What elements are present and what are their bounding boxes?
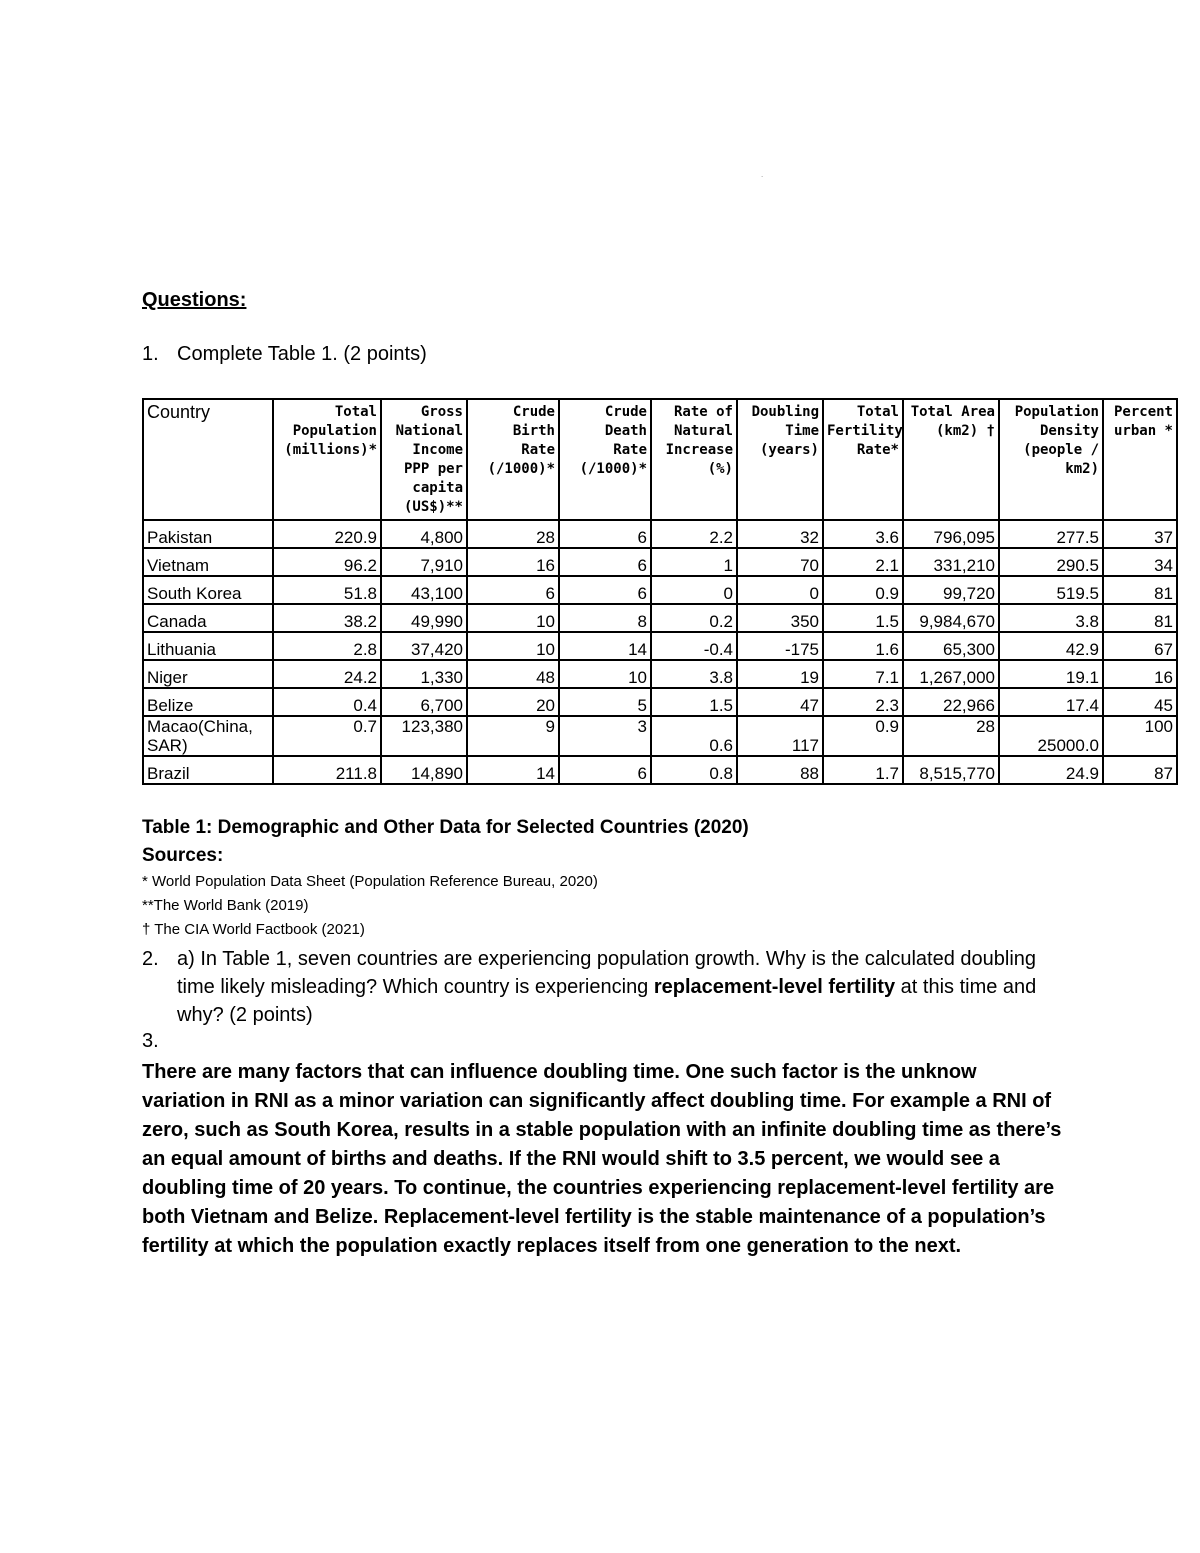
cell: 2.3 <box>823 688 903 716</box>
demographic-table <box>142 398 1178 785</box>
cell: 19 <box>737 660 823 688</box>
cell: Macao(China, SAR) <box>143 716 273 756</box>
cell: 9 <box>467 716 559 756</box>
cell: 43,100 <box>381 576 467 604</box>
cell: 1.5 <box>651 688 737 716</box>
cell: 51.8 <box>273 576 381 604</box>
cell: 96.2 <box>273 548 381 576</box>
cell: 88 <box>737 756 823 784</box>
cell: 20 <box>467 688 559 716</box>
question-1-number: 1. <box>142 343 159 365</box>
cell: 87 <box>1103 756 1177 784</box>
cell: 1.6 <box>823 632 903 660</box>
source-item: * World Population Data Sheet (Population Reference Bureau, 2020) <box>142 873 598 890</box>
header-total-area: Total Area (km2) † <box>903 399 999 520</box>
cell: 519.5 <box>999 576 1103 604</box>
cell: 45 <box>1103 688 1177 716</box>
question-2-text <box>177 945 1062 1029</box>
cell: Canada <box>143 604 273 632</box>
cell: 10 <box>559 660 651 688</box>
cell: 37 <box>1103 520 1177 548</box>
table-row <box>143 660 1177 688</box>
cell: 7.1 <box>823 660 903 688</box>
cell: 48 <box>467 660 559 688</box>
question-2 <box>142 945 1062 1029</box>
question-2-text-b: at this time and why? (2 points) <box>177 976 1037 1026</box>
cell: 0.7 <box>273 716 381 756</box>
cell: 8 <box>559 604 651 632</box>
cell: 10 <box>467 604 559 632</box>
cell: 290.5 <box>999 548 1103 576</box>
cell: 7,910 <box>381 548 467 576</box>
cell: 6 <box>559 548 651 576</box>
cell: 6,700 <box>381 688 467 716</box>
cell: 70 <box>737 548 823 576</box>
question-3-number: 3. <box>142 1030 159 1052</box>
cell: 3.6 <box>823 520 903 548</box>
cell: 100 <box>1103 716 1177 756</box>
cell: 24.2 <box>273 660 381 688</box>
cell: 28 <box>467 520 559 548</box>
cell: 8,515,770 <box>903 756 999 784</box>
cell: 3.8 <box>651 660 737 688</box>
cell: -0.4 <box>651 632 737 660</box>
table-row <box>143 576 1177 604</box>
cell: 34 <box>1103 548 1177 576</box>
cell: 117 <box>737 716 823 756</box>
cell: 67 <box>1103 632 1177 660</box>
cell: 0.8 <box>651 756 737 784</box>
cell: Lithuania <box>143 632 273 660</box>
cell: 28 <box>903 716 999 756</box>
cell: 4,800 <box>381 520 467 548</box>
header-crude-death-rate: Crude Death Rate (/1000)* <box>559 399 651 520</box>
cell: 0.9 <box>823 576 903 604</box>
cell: 0.9 <box>823 716 903 756</box>
cell: 6 <box>559 756 651 784</box>
cell: 0 <box>651 576 737 604</box>
cell: 25000.0 <box>999 716 1103 756</box>
header-crude-birth-rate: Crude Birth Rate (/1000)* <box>467 399 559 520</box>
header-percent-urban: Percent urban * <box>1103 399 1177 520</box>
cell: 16 <box>467 548 559 576</box>
cell: 5 <box>559 688 651 716</box>
cell: Brazil <box>143 756 273 784</box>
table-row <box>143 548 1177 576</box>
cell: Pakistan <box>143 520 273 548</box>
table-row <box>143 716 1177 756</box>
page-title: Questions: <box>142 289 247 311</box>
cell: 331,210 <box>903 548 999 576</box>
cell: 47 <box>737 688 823 716</box>
table-row <box>143 520 1177 548</box>
cell: 1 <box>651 548 737 576</box>
question-1-text: Complete Table 1. (2 points) <box>177 343 427 365</box>
answer-text: There are many factors that can influence doubling time. One such factor is the unknow variation in RNI as a minor variation can significantly affect doubling time. For example a RNI of zero, such as South Korea, results in a stable population with an infinite doubling time as there’s an equal amount of births and deaths. If the RNI would shift to 3.5 percent, we would see a doubling time of 20 years. To continue, the countries experiencing replacement-level fertility are both Vietnam and Belize. Replacement-level fertility is the stable maintenance of a population’s fertility at which the population exactly replaces itself from one generation to the next. <box>142 1061 1062 1257</box>
question-2-text-a: a) In Table 1, seven countries are experiencing population growth. Why is the calculated doubling time likely misleading? Which country is experiencing <box>177 948 1037 998</box>
cell: 2.8 <box>273 632 381 660</box>
cell: South Korea <box>143 576 273 604</box>
table-row <box>143 604 1177 632</box>
table-header-row <box>143 399 1177 520</box>
cell: 0.4 <box>273 688 381 716</box>
cell: Vietnam <box>143 548 273 576</box>
cell: Niger <box>143 660 273 688</box>
cell: 65,300 <box>903 632 999 660</box>
cell: 220.9 <box>273 520 381 548</box>
table-caption: Table 1: Demographic and Other Data for Selected Countries (2020) <box>142 817 749 838</box>
cell: Belize <box>143 688 273 716</box>
cell: 42.9 <box>999 632 1103 660</box>
header-gni: Gross National Income PPP per capita (US$)** <box>381 399 467 520</box>
table-row <box>143 756 1177 784</box>
cell: 24.9 <box>999 756 1103 784</box>
cell: 38.2 <box>273 604 381 632</box>
cell: 350 <box>737 604 823 632</box>
cell: 3.8 <box>999 604 1103 632</box>
cell: 17.4 <box>999 688 1103 716</box>
cell: 37,420 <box>381 632 467 660</box>
cell: 1,267,000 <box>903 660 999 688</box>
cell: -175 <box>737 632 823 660</box>
cell: 14 <box>559 632 651 660</box>
cell: 14,890 <box>381 756 467 784</box>
cell: 796,095 <box>903 520 999 548</box>
cell: 16 <box>1103 660 1177 688</box>
cell: 6 <box>467 576 559 604</box>
question-1 <box>142 343 427 366</box>
sources-heading: Sources: <box>142 845 224 866</box>
cell: 1.5 <box>823 604 903 632</box>
cell: 0.2 <box>651 604 737 632</box>
header-total-fertility-rate: Total Fertility Rate* <box>823 399 903 520</box>
cell: 123,380 <box>381 716 467 756</box>
cell: 81 <box>1103 576 1177 604</box>
cell: 211.8 <box>273 756 381 784</box>
cell: 14 <box>467 756 559 784</box>
header-population-density: Population Density (people / km2) <box>999 399 1103 520</box>
source-item: † The CIA World Factbook (2021) <box>142 921 365 938</box>
cell: 1,330 <box>381 660 467 688</box>
cell: 99,720 <box>903 576 999 604</box>
table-row <box>143 688 1177 716</box>
cell: 0.6 <box>651 716 737 756</box>
cell: 2.2 <box>651 520 737 548</box>
cell: 49,990 <box>381 604 467 632</box>
cell: 3 <box>559 716 651 756</box>
cell: 19.1 <box>999 660 1103 688</box>
question-2-number: 2. <box>142 948 159 970</box>
question-2-bold: replacement-level fertility <box>653 976 896 998</box>
source-item: **The World Bank (2019) <box>142 897 309 914</box>
cell: 22,966 <box>903 688 999 716</box>
stray-dot: . <box>761 170 764 179</box>
cell: 6 <box>559 520 651 548</box>
header-total-population: Total Population (millions)* <box>273 399 381 520</box>
header-rate-natural-increase: Rate of Natural Increase (%) <box>651 399 737 520</box>
cell: 6 <box>559 576 651 604</box>
cell: 10 <box>467 632 559 660</box>
cell: 32 <box>737 520 823 548</box>
cell: 2.1 <box>823 548 903 576</box>
cell: 1.7 <box>823 756 903 784</box>
cell: 9,984,670 <box>903 604 999 632</box>
cell: 0 <box>737 576 823 604</box>
table-row <box>143 632 1177 660</box>
header-country: Country <box>143 399 273 520</box>
header-doubling-time: Doubling Time (years) <box>737 399 823 520</box>
cell: 81 <box>1103 604 1177 632</box>
cell: 277.5 <box>999 520 1103 548</box>
